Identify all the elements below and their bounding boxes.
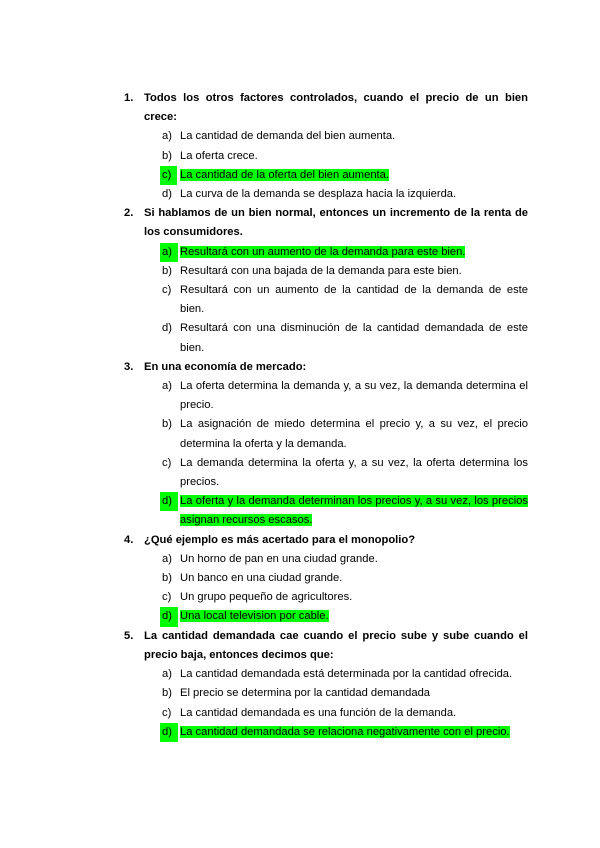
- option-letter: c): [160, 166, 177, 185]
- question-text: La cantidad demandada cae cuando el precio sube y sube cuando el precio baja, entonces decimos que:: [144, 629, 528, 661]
- option-letter: c): [162, 591, 172, 604]
- option-letter: b): [162, 149, 172, 162]
- answer-option: [144, 319, 528, 357]
- option-text: La demanda determina la oferta y, a su vez, la oferta determina los precios.: [180, 456, 528, 489]
- answer-option: [144, 127, 528, 146]
- answer-option: [144, 550, 528, 569]
- option-text: Resultará con una bajada de la demanda para este bien.: [180, 264, 462, 277]
- answer-option-highlighted: [144, 243, 528, 262]
- option-text: Un banco en una ciudad grande.: [180, 572, 343, 585]
- answer-option: [144, 262, 528, 281]
- question-2: [124, 204, 528, 358]
- option-letter: b): [162, 264, 172, 277]
- option-list: [144, 243, 528, 358]
- answer-option: [144, 665, 528, 684]
- question-text: ¿Qué ejemplo es más acertado para el monopolio?: [144, 533, 416, 546]
- option-text: Resultará con un aumento de la demanda para este bien.: [180, 245, 466, 258]
- question-text: En una economía de mercado:: [144, 360, 307, 373]
- question-number: 4.: [124, 533, 134, 546]
- answer-option: [144, 569, 528, 588]
- option-text: La asignación de miedo determina el precio y, a su vez, el precio determina la oferta y la demanda.: [180, 418, 528, 450]
- answer-option: [144, 377, 528, 415]
- question-1: [124, 89, 528, 204]
- option-letter: c): [162, 706, 172, 719]
- option-list: [144, 665, 528, 742]
- option-letter: d): [162, 322, 172, 335]
- answer-option: [144, 704, 528, 723]
- option-text: La cantidad demandada está determinada por la cantidad ofrecida.: [180, 668, 513, 681]
- answer-option-highlighted: [144, 166, 528, 185]
- answer-option-highlighted: [144, 607, 528, 626]
- question-number: 2.: [124, 207, 134, 220]
- option-letter: a): [162, 668, 172, 681]
- option-letter: b): [162, 687, 172, 700]
- answer-option: [144, 185, 528, 204]
- answer-option-highlighted: [144, 492, 528, 530]
- option-letter: d): [162, 188, 172, 201]
- question-text: Si hablamos de un bien normal, entonces un incremento de la renta de los consumidores.: [144, 207, 528, 239]
- option-list: [144, 550, 528, 627]
- option-text: Un grupo pequeño de agricultores.: [180, 591, 353, 604]
- option-letter: d): [160, 492, 178, 511]
- option-letter: c): [162, 284, 172, 297]
- option-letter: a): [162, 552, 172, 565]
- question-number: 5.: [124, 629, 134, 642]
- option-letter: d): [160, 723, 178, 742]
- option-list: [144, 127, 528, 204]
- option-text: La oferta determina la demanda y, a su vez, la demanda determina el precio.: [180, 380, 528, 412]
- option-text: La cantidad demandada se relaciona negativamente con el precio.: [180, 725, 510, 738]
- option-text: La oferta crece.: [180, 149, 258, 162]
- option-text: Una local television por cable.: [180, 610, 329, 623]
- answer-option: [144, 415, 528, 453]
- question-list: [124, 89, 528, 742]
- option-letter: b): [162, 572, 172, 585]
- option-text: La curva de la demanda se desplaza hacia la izquierda.: [180, 188, 457, 201]
- option-text: Resultará con una disminución de la cantidad demandada de este bien.: [180, 322, 528, 354]
- question-3: [124, 358, 528, 531]
- question-number: 1.: [124, 92, 134, 104]
- option-text: La oferta y la demanda determinan los precios y, a su vez, los precios asignan recursos escasos.: [180, 495, 528, 527]
- option-text: Resultará con un aumento de la cantidad de la demanda de este bien.: [180, 284, 528, 316]
- answer-option: [144, 147, 528, 166]
- option-letter: b): [162, 418, 172, 431]
- option-text: La cantidad de demanda del bien aumenta.: [180, 130, 396, 143]
- answer-option: [144, 588, 528, 607]
- question-4: [124, 531, 528, 627]
- option-letter: a): [162, 130, 172, 143]
- question-number: 3.: [124, 360, 134, 373]
- option-text: Un horno de pan en una ciudad grande.: [180, 552, 378, 565]
- option-text: El precio se determina por la cantidad demandada: [180, 687, 431, 700]
- option-letter: a): [160, 243, 178, 262]
- answer-option: [144, 684, 528, 703]
- answer-option: [144, 281, 528, 319]
- question-5: [124, 627, 528, 742]
- question-text: Todos los otros factores controlados, cuando el precio de un bien crece:: [144, 92, 528, 124]
- option-letter: a): [162, 380, 172, 393]
- option-text: La cantidad demandada es una función de la demanda.: [180, 706, 457, 719]
- option-list: [144, 377, 528, 531]
- option-text: La cantidad de la oferta del bien aumenta.: [180, 168, 389, 181]
- answer-option: [144, 454, 528, 492]
- option-letter: c): [162, 456, 172, 469]
- answer-option-highlighted: [144, 723, 528, 742]
- option-letter: d): [160, 607, 178, 626]
